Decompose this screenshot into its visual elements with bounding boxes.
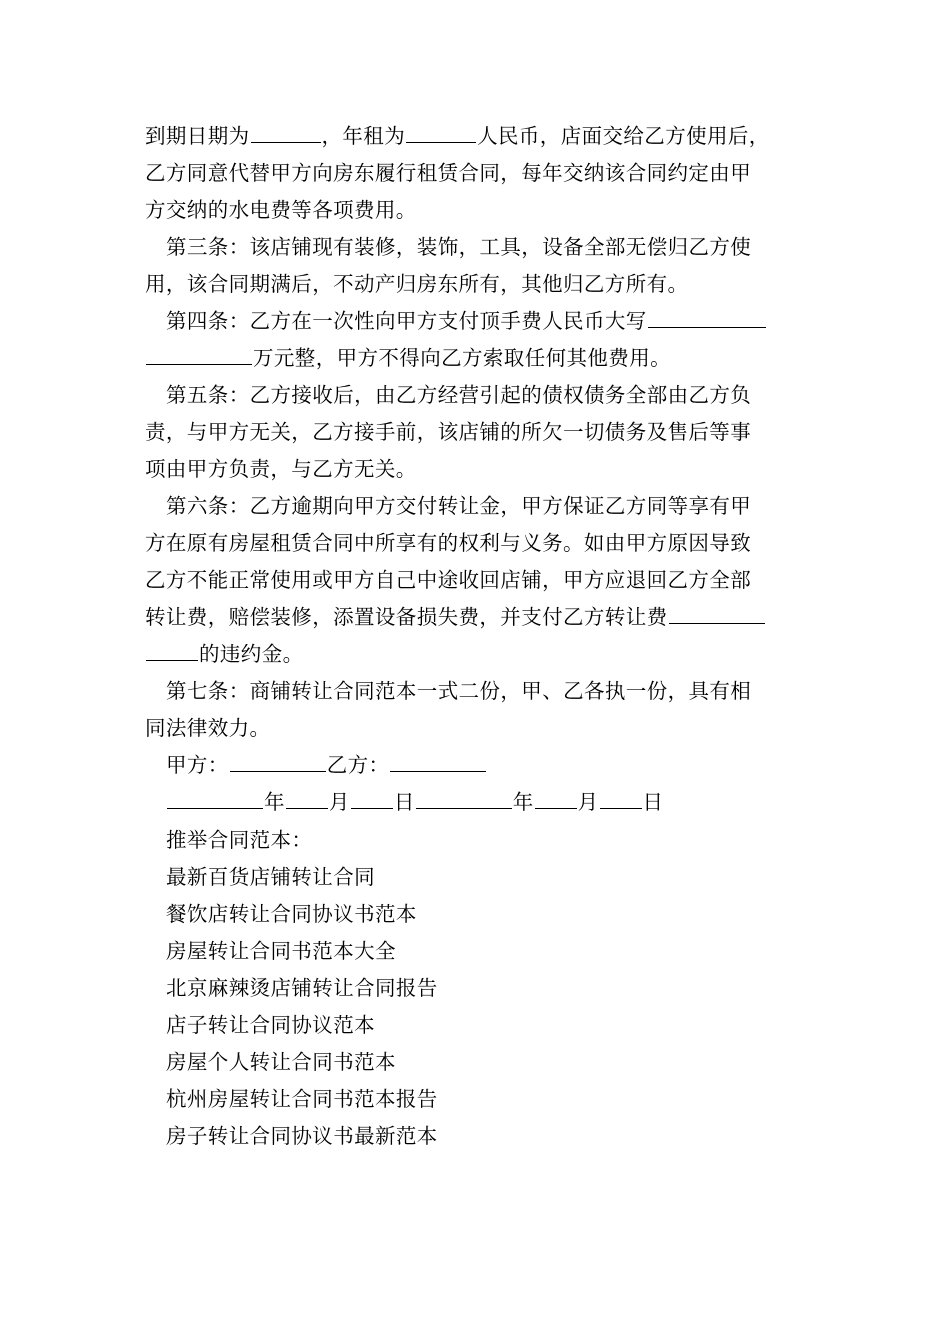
article-5-line: 项由甲方负责，与乙方无关。 <box>145 457 417 481</box>
article-7-line: 第七条：商铺转让合同范本一式二份，甲、乙各执一份，具有相 <box>166 679 752 703</box>
date-line <box>166 784 663 821</box>
recommend-link[interactable]: 北京麻辣烫店铺转让合同报告 <box>166 976 438 1000</box>
article-5-line: 第五条：乙方接收后，由乙方经营引起的债权债务全部由乙方负 <box>166 383 752 407</box>
recommend-link[interactable]: 杭州房屋转让合同书范本报告 <box>166 1087 438 1111</box>
party-b-label: 乙方： <box>326 753 390 777</box>
recommend-link[interactable]: 房屋个人转让合同书范本 <box>166 1050 396 1074</box>
day-label: 日 <box>393 790 415 814</box>
year-label: 年 <box>264 790 285 814</box>
article-6-line: 方在原有房屋租赁合同中所享有的权利与义务。如由甲方原因导致 <box>145 531 752 555</box>
blank-underline <box>146 340 252 365</box>
paragraph-line <box>145 118 770 155</box>
party-b-blank <box>390 747 486 772</box>
article-6-line: 乙方不能正常使用或甲方自己中途收回店铺，甲方应退回乙方全部 <box>145 568 752 592</box>
recommend-link[interactable]: 最新百货店铺转让合同 <box>166 865 375 889</box>
blank-underline <box>251 118 321 143</box>
blank-underline <box>146 636 198 661</box>
article-5-line: 责，与甲方无关，乙方接手前，该店铺的所欠一切债务及售后等事 <box>145 420 752 444</box>
text-segment: 第四条：乙方在一次性向甲方支付顶手费人民币大写 <box>166 309 647 333</box>
article-6-line <box>145 599 766 636</box>
text-segment: 万元整，甲方不得向乙方索取任何其他费用。 <box>253 346 671 370</box>
day-label: 日 <box>642 790 664 814</box>
blank-underline <box>648 303 766 328</box>
recommend-link[interactable]: 房屋转让合同书范本大全 <box>166 939 396 963</box>
year-blank <box>416 784 512 809</box>
article-4-line <box>166 303 767 340</box>
recommend-heading: 推举合同范本： <box>166 828 313 852</box>
article-6-line: 第六条：乙方逾期向甲方交付转让金，甲方保证乙方同等享有甲 <box>166 494 752 518</box>
month-blank <box>286 784 328 809</box>
day-blank <box>600 784 642 809</box>
month-label: 月 <box>577 790 599 814</box>
text-segment: 人民币，店面交给乙方使用后， <box>477 124 770 148</box>
blank-underline <box>669 599 765 624</box>
article-3-line: 第三条：该店铺现有装修，装饰，工具，设备全部无偿归乙方使 <box>166 235 752 259</box>
text-segment: 的违约金。 <box>199 642 304 666</box>
year-label: 年 <box>512 790 534 814</box>
article-6-line <box>145 636 304 673</box>
year-blank <box>167 784 263 809</box>
signature-line <box>166 747 487 784</box>
text-segment: 转让费，赔偿装修，添置设备损失费，并支付乙方转让费 <box>145 605 668 629</box>
recommend-link[interactable]: 店子转让合同协议范本 <box>166 1013 375 1037</box>
recommend-link[interactable]: 餐饮店转让合同协议书范本 <box>166 902 417 926</box>
recommend-link[interactable]: 房子转让合同协议书最新范本 <box>166 1124 438 1148</box>
text-segment: ，年租为 <box>321 124 406 148</box>
article-4-line <box>145 340 671 377</box>
party-a-label: 甲方： <box>166 753 229 777</box>
blank-underline <box>406 118 476 143</box>
article-3-line: 用，该合同期满后，不动产归房东所有，其他归乙方所有。 <box>145 272 689 296</box>
party-a-blank <box>230 747 326 772</box>
day-blank <box>351 784 393 809</box>
month-blank <box>535 784 577 809</box>
article-7-line: 同法律效力。 <box>145 716 271 740</box>
paragraph-line: 乙方同意代替甲方向房东履行租赁合同，每年交纳该合同约定由甲 <box>145 161 752 185</box>
month-label: 月 <box>328 790 350 814</box>
text-segment: 到期日期为 <box>145 124 250 148</box>
paragraph-line: 方交纳的水电费等各项费用。 <box>145 198 417 222</box>
